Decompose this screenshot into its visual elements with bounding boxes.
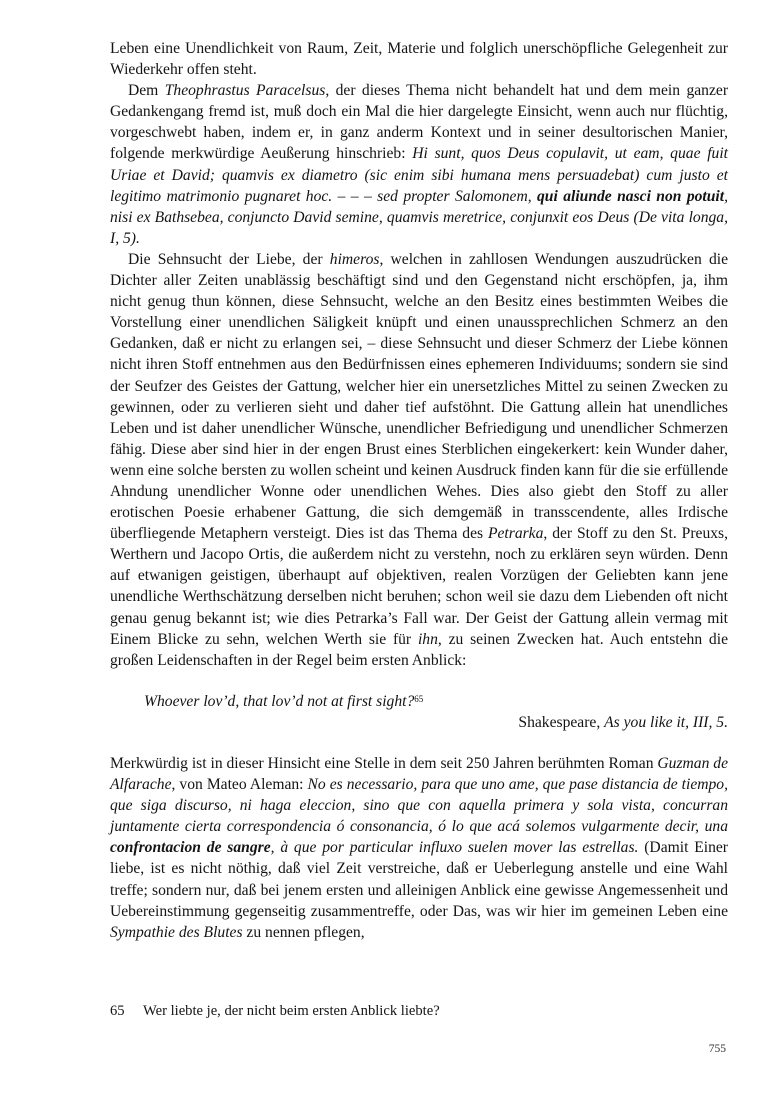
emphasized-text: Petrarka [487,525,544,543]
text-run: Die Sehnsucht der Liebe, der [128,250,330,268]
text-run: , der Stoff zu den St. Preuxs, Werthern und Jacopo Ortis, die außerdem nicht zu verstehn, noch zu erklären seyn würden. Denn auf etwanigen geistigen, überhaupt auf objektiven, realen Vorzügen der Geliebten kann jene unendliche Werthschätzung derselben nicht beruhen; schon weil sie dazu dem Liebenden oft nicht genau genug bekannt ist; wie dies Petrarka’s Fall war. Der Geist der Gattung allein vermag mit Einem Blicke zu sehn, welchen Werth sie für [110,525,729,648]
emphasized-text: , à que por particular influxo suelen mover las estrellas. [270,839,639,857]
text-run: (Damit Einer liebe, ist es nicht nöthig, daß viel Zeit verstreiche, daß er Ueberlegung anstelle und eine Wahl treffe; sondern nur, daß bei jenem ersten und alleinigen Anblick eine gewisse Angemessenheit und Uebereinstimmung gegenseitig zusammentreffe, oder Das, was wir hier im gemeinen Leben eine [110,839,728,920]
text-run: zu nennen pflegen, [242,923,365,941]
emphasized-text: Theophrastus Paracelsus [164,82,326,100]
emphasized-text: No es necessario, para que uno ame, que pase distancia de tiempo, que siga discurso, ni haga eleccion, sino que con aquella primera y sola vista, concurran juntamente cierta correspondencia ó consonancia, ó lo que acá solemos vulgarmente decir, una [110,776,728,836]
text-run: , welchen in zahllosen Wendungen auszudrücken die Dichter aller Zeiten unablässig beschäftigt sind und den Gegenstand nicht erschöpfen, ja, ihm nicht genug thun können, diese Sehnsucht, welche an den Besitz eines bestimmten Weibes die Vorstellung einer unendlichen Säligkeit knüpft und einen unaussprechlichen Schmerz an den Gedanken, daß er nicht zu erlangen sei, – diese Sehnsucht und dieser Schmerz der Liebe können nicht ihren Stoff entnehmen aus den Bedürfnissen eines ephemeren Individuums; sondern sie sind der Seufzer des Geistes der Gattung, welcher hier ein unersetzliches Mittel zu seinen Zwecken zu gewinnen, oder zu verlieren sieht und daher tief aufstöhnt. Die Gattung allein hat unendliches Leben und ist daher unendlicher Wünsche, unendlicher Befriedigung und unendlicher Schmerzen fähig. Diese aber sind hier in der engen Brust eines Sterblichen eingekerkert: kein Wunder daher, wenn eine solche bersten zu wollen scheint und keinen Ausdruck finden kann für die sie erfüllende Ahndung unendlicher Wonne oder unendlichen Wehes. Dies also giebt den Stoff zu aller erotischen Poesie erhabener Gattung, die sich demgemäß in transscendente, alles Irdische überfliegende Metaphern versteigt. Dies ist das Thema des [110,250,728,543]
emphasized-text: , nisi ex Bathsebea, conjuncto David semine, quamvis meretrice, conjunxit eos Deus (De vita longa, I, 5). [110,187,729,247]
body-paragraphs [110,38,728,671]
text-run: Merkwürdig ist in dieser Hinsicht eine Stelle in dem seit 250 Jahren berühmten Roman [110,755,658,772]
quote-work: As you like it, III, 5. [604,713,728,731]
page-number: 755 [708,1043,726,1055]
text-run: Dem [128,82,165,100]
text-run: , der dieses Thema nicht behandelt hat und dem mein ganzer Gedankengang fremd ist, muß doch ein Mal die hier dargelegte Einsicht, wenn auch nur flüchtig, vorgeschwebt haben, indem er, in ganz anderm Kontext und in seiner desultorischen Manier, folgende merkwürdige Aeußerung hinschrieb: [110,82,729,163]
footnote-reference[interactable]: 65 [414,693,424,704]
text-run: , zu seinen Zwecken hat. Auch entstehn die großen Leidenschaften in der Regel beim ersten Anblick: [110,630,728,669]
footnote-text: Wer liebte je, der nicht beim ersten Anblick liebte? [143,1003,440,1019]
main-text [110,38,728,943]
paragraph [110,38,728,80]
paragraph [110,249,728,671]
footnote-number: 65 [110,1003,125,1019]
emphasized-text: himeros [329,250,380,268]
emphasized-text: Hi sunt, quos Deus copulavit, ut eam, quae fuit Uriae et David; quamvis ex diametro (sic enim sibi humana mens persuadebat) cum justo et legitimo matrimonio pugnaret hoc. – – – sed propter Salomonem, [110,145,728,205]
emphasized-text: ihn [417,630,438,648]
paragraph [110,80,728,249]
body-paragraphs-continued [110,753,728,943]
footnote [110,1001,728,1021]
quote-line [110,691,728,712]
emphasized-text: confrontacion de sangre [110,839,271,857]
emphasized-text: Sympathie des Blutes [110,923,243,941]
verse-quote [110,691,728,733]
emphasized-text: qui aliunde nasci non potuit [537,187,725,205]
text-run: , von Mateo Aleman: [171,776,308,794]
paragraph [110,753,728,943]
quote-text: Whoever lov’d, that lov’d not at first sight? [144,692,415,710]
text-run: Leben eine Unendlichkeit von Raum, Zeit, Materie und folglich unerschöpfliche Gelegenheit zur Wiederkehr offen steht. [110,40,728,79]
emphasized-text: Guzman de Alfarache [110,755,729,794]
quote-author: Shakespeare, [518,713,605,731]
quote-source [110,712,728,733]
